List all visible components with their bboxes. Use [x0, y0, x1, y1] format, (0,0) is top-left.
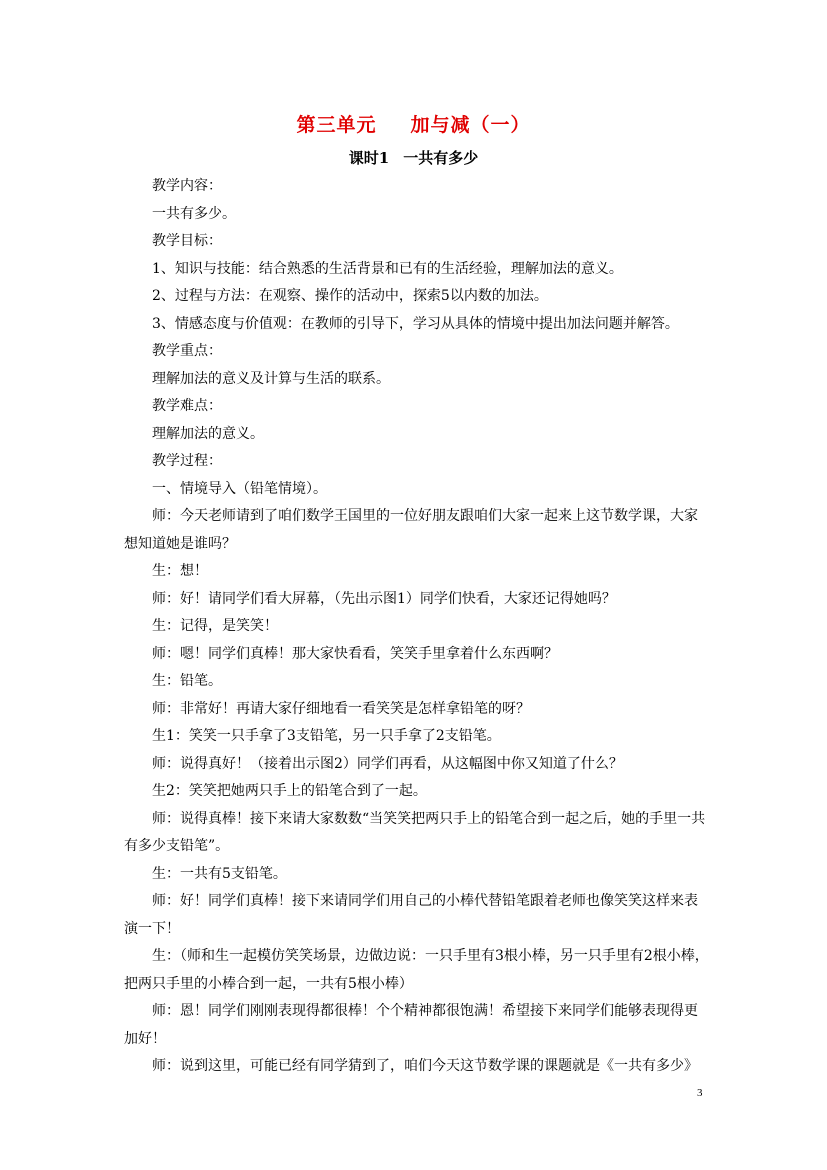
paragraph: 师：说得真棒！接下来请大家数数“当笑笑把两只手上的铅笔合到一起之后，她的手里一共有多少支铅笔”。: [124, 810, 706, 854]
paragraph: 教学过程：: [152, 453, 222, 469]
lesson-title: [0, 147, 827, 168]
paragraph: 3、情感态度与价值观：在教师的引导下，学习从具体的情境中提出加法问题并解答。: [152, 315, 679, 332]
paragraph: 师：说得真好！（接着出示图2）同学们再看，从这幅图中你又知道了什么？: [152, 755, 623, 772]
unit-title-name: 加与减（一）: [410, 114, 531, 136]
paragraph: 师：非常好！再请大家仔细地看一看笑笑是怎样拿铅笔的呀？: [152, 700, 530, 717]
paragraph: 理解加法的意义。: [152, 425, 264, 442]
paragraph: 教学内容：: [152, 178, 222, 194]
paragraph: 理解加法的意义及计算与生活的联系。: [152, 370, 390, 387]
unit-title: [0, 110, 827, 137]
unit-title-number: 第三单元: [296, 114, 377, 136]
paragraph: 生：记得，是笑笑！: [152, 618, 278, 634]
paragraph: 一、情境导入（铅笔情境）。: [152, 480, 327, 497]
document-body: [124, 173, 710, 1081]
paragraph: 师：恩！同学们刚刚表现得都很棒！个个精神都很饱满！希望接下来同学们能够表现得更加好！: [124, 1003, 698, 1047]
paragraph: 生：一共有5支铅笔。: [152, 865, 287, 882]
paragraph: 生：（师和生一起模仿笑笑场景，边做边说：一只手里有3根小棒，另一只手里有2根小棒，把两只手里的小棒合到一起，一共有5根小棒）: [124, 948, 709, 992]
paragraph: 师：好！同学们真棒！接下来请同学们用自己的小棒代替铅笔跟着老师也像笑笑这样来表演一下！: [124, 893, 698, 937]
paragraph: 师：今天老师请到了咱们数学王国里的一位好朋友跟咱们大家一起来上这节数学课，大家想知道她是谁吗？: [124, 508, 698, 552]
paragraph: 1、知识与技能：结合熟悉的生活背景和已有的生活经验，理解加法的意义。: [152, 260, 623, 277]
paragraph: 师：嗯！同学们真棒！那大家快看看，笑笑手里拿着什么东西啊？: [152, 645, 558, 662]
paragraph: 教学难点：: [152, 398, 222, 414]
paragraph: 教学重点：: [152, 343, 222, 359]
page-number: 3: [697, 1087, 703, 1099]
paragraph: 生1：笑笑一只手拿了3支铅笔，另一只手拿了2支铅笔。: [152, 728, 501, 744]
paragraph: 生2：笑笑把她两只手上的铅笔合到了一起。: [152, 783, 427, 799]
paragraph: 一共有多少。: [152, 205, 236, 222]
paragraph: 生：想！: [152, 563, 208, 579]
paragraph: 师：好！请同学们看大屏幕，（先出示图1）同学们快看，大家还记得她吗？: [152, 590, 616, 607]
paragraph: 教学目标：: [152, 233, 222, 249]
lesson-title-number: 课时1: [348, 149, 390, 167]
paragraph: 师：说到这里，可能已经有同学猜到了，咱们今天这节数学课的课题就是《一共有多少》: [152, 1058, 698, 1074]
paragraph: 生：铅笔。: [152, 673, 222, 689]
paragraph: 2、过程与方法：在观察、操作的活动中，探索5以内数的加法。: [152, 288, 548, 304]
lesson-title-name: 一共有多少: [403, 149, 479, 167]
